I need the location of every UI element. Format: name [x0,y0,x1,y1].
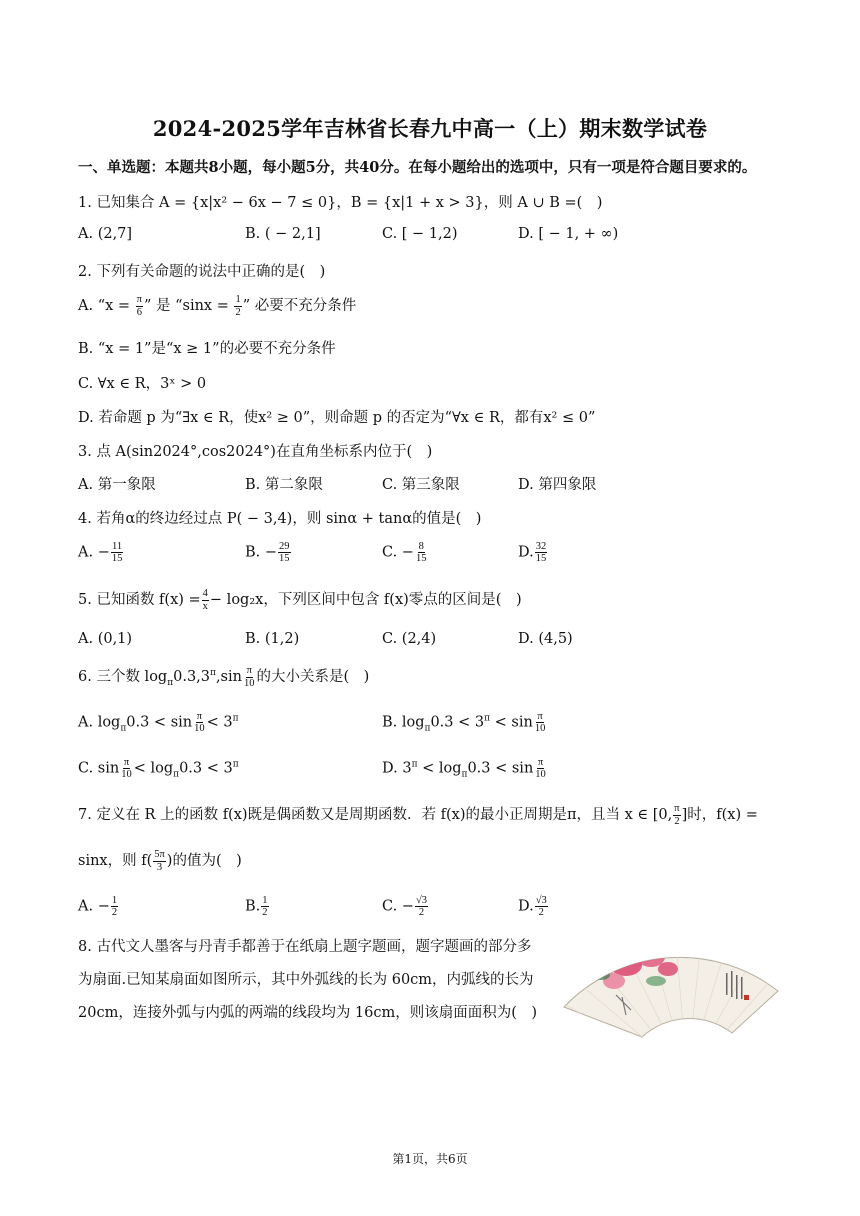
q6-stem: 6. 三个数 $\log_\pi 0.3,3^\pi,\sin$ $\frac{\pi}{10}$ 的大小关系是( ) [78,665,370,689]
q3-option-c: C. 第三象限 [382,477,460,493]
q2-option-c: C. ∀x ∈ R，3ˣ > 0 [78,376,207,392]
q5-option-d: D. (4,5) [518,631,573,647]
q4-option-a: A. − $\frac{11}{15}$ [78,541,123,565]
q4-stem: 4. 若角α的终边经过点 P( − 3,4)，则 sinα + tanα的值是( ) [78,511,482,527]
q3-option-a: A. 第一象限 [78,477,156,493]
q4-option-b: B. − $\frac{29}{15}$ [245,541,290,565]
q6-option-a: A. $\log_\pi 0.3 < \sin$ $\frac{\pi}{10}$ < $3^\pi$ [78,711,239,735]
q1-option-a: A. (2,7] [78,226,133,242]
page-footer: 第1页，共6页 [392,1152,468,1166]
q8-line1: 8. 古代文人墨客与丹青手都善于在纸扇上题字题画，题字题画的部分多 [78,939,532,955]
q3-option-b: B. 第二象限 [245,477,323,493]
q2-option-b: B. “x = 1”是“x ≥ 1”的必要不充分条件 [78,341,336,357]
q7-option-c: C. − $\frac{√3}{2}$ [382,895,427,919]
fan-painting-image [556,935,786,1043]
q2-option-a: A. “x = $\frac{\pi}{6}$ ” 是 “sinx = $\frac{1}{2}$ ” 必要不充分条件 [78,294,357,318]
q4-option-c: C. − $\frac{8}{15}$ [382,541,427,565]
q7-option-a: A. − $\frac{1}{2}$ [78,895,118,919]
q5-option-b: B. (1,2) [245,631,300,647]
page-title: 2024-2025学年吉林省长春九中高一（上）期末数学试卷 [152,116,708,141]
q1-stem: 1. 已知集合 A = {x|x² − 6x − 7 ≤ 0}，B = {x|1 + x > 3}，则 A ∪ B =( ) [78,195,603,211]
q7-option-d: D. $\frac{√3}{2}$ [518,895,547,919]
q7-option-b: B. $\frac{1}{2}$ [245,895,268,919]
q7-stem-line1: 7. 定义在 R 上的函数 f(x)既是偶函数又是周期函数．若 f(x)的最小正周期是π，且当 x ∈ [0, $\frac{\pi}{2}$ ]时，f(x) = [78,803,758,827]
q6-option-c: C. sin $\frac{\pi}{10}$ < $\log_\pi 0.3 < 3^\pi$ [78,757,239,781]
q4-option-d: D. $\frac{32}{15}$ [518,541,547,565]
q5-option-c: C. (2,4) [382,631,437,647]
fraction: $\frac{\pi}{6}$ [136,294,142,318]
q1-option-d: D. [ − 1, + ∞) [518,226,619,242]
q2-stem: 2. 下列有关命题的说法中正确的是( ) [78,264,326,280]
section-heading: 一、单选题：本题共8小题，每小题5分，共40分。在每小题给出的选项中，只有一项是符合题目要求的。 [78,159,757,176]
fraction: $\frac{1}{2}$ [235,294,241,318]
q1-option-b: B. ( − 2,1] [245,226,321,242]
q3-option-d: D. 第四象限 [518,477,597,493]
q8-line2: 为扇面.已知某扇面如图所示，其中外弧线的长为 60cm，内弧线的长为 [78,972,534,988]
q3-stem: 3. 点 A(sin2024°,cos2024°)在直角坐标系内位于( ) [78,444,433,460]
q6-option-b: B. $\log_\pi 0.3 < 3^\pi < \sin$ $\frac{\pi}{10}$ [382,711,546,735]
q5-option-a: A. (0,1) [78,631,133,647]
q7-stem-line2: sinx，则 f( $\frac{5\pi}{3}$ )的值为( ) [78,849,242,873]
q2-option-d: D. 若命题 p 为“∃x ∈ R，使x² ≥ 0”，则命题 p 的否定为“∀x ∈ R，都有x² ≤ 0” [78,410,596,426]
q1-option-c: C. [ − 1,2) [382,226,458,242]
q8-line3: 20cm，连接外弧与内弧的两端的线段均为 16cm，则该扇面面积为( ) [78,1005,538,1021]
q5-stem: 5. 已知函数 f(x) = $\frac{4}{x}$ − log₂x，下列区间中包含 f(x)零点的区间是( ) [78,588,522,612]
q6-option-d: D. $3^\pi < \log_\pi 0.3 < \sin$ $\frac{\pi}{10}$ [382,757,546,781]
